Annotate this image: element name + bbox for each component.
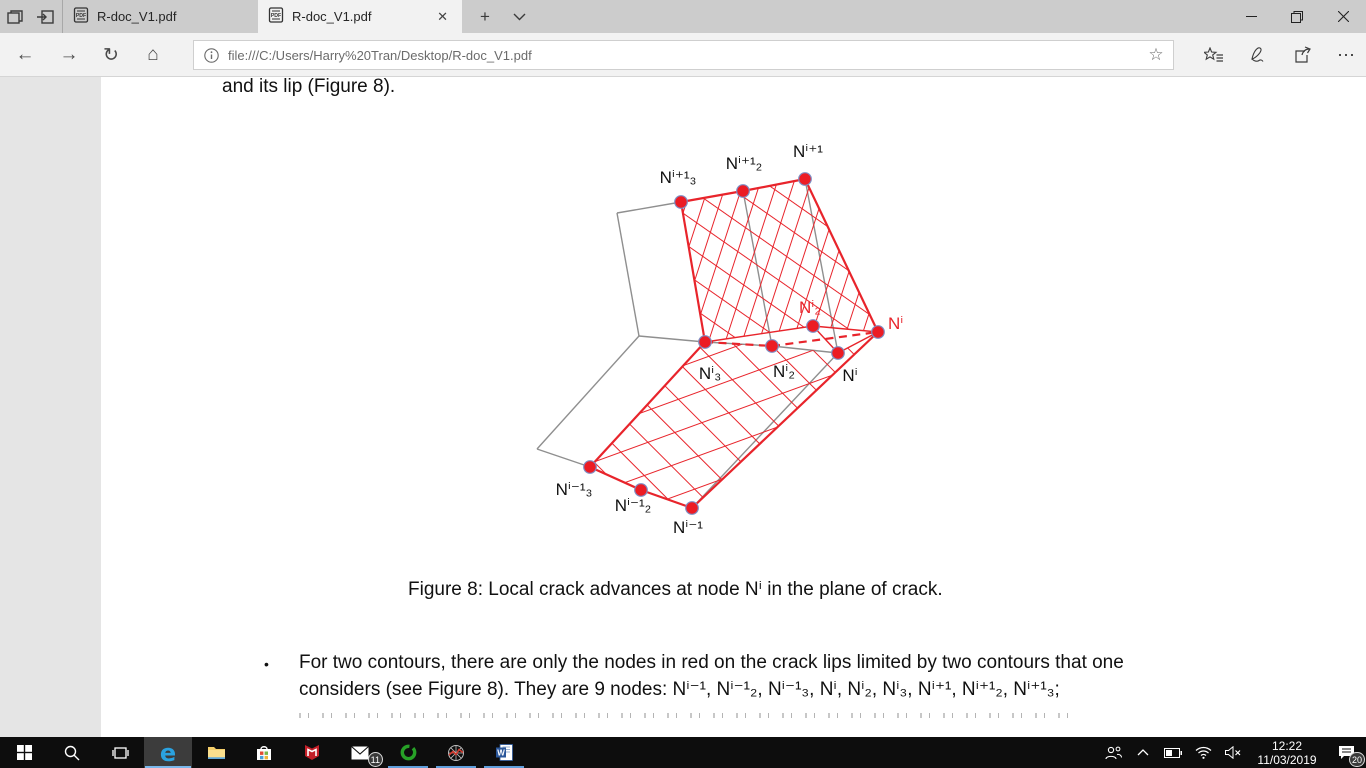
bullet-line-2: considers (see Figure 8). They are 9 nodes: Nⁱ⁻¹, Nⁱ⁻¹₂, Nⁱ⁻¹₃, Nⁱ, Nⁱ₂, Nⁱ₃, Nⁱ⁺¹, Nⁱ⁺¹₂, Nⁱ⁺¹₃; <box>299 679 1060 700</box>
pdf-viewer[interactable] <box>0 77 1366 737</box>
tab-strip <box>0 0 1366 33</box>
clock[interactable] <box>1248 737 1326 768</box>
pdf-page <box>101 77 1366 737</box>
battery-icon[interactable] <box>1158 737 1188 768</box>
crack-node <box>737 185 750 198</box>
crack-node <box>766 340 779 353</box>
system-tray <box>1098 737 1366 768</box>
crack-node <box>872 326 885 339</box>
address-bar[interactable] <box>193 40 1174 70</box>
crack-node <box>799 173 812 186</box>
taskbar-edge-icon[interactable]: e <box>144 737 192 768</box>
taskbar <box>0 737 1366 768</box>
gray-mesh-edge <box>639 336 705 342</box>
node-label: Nⁱ⁻¹₃ <box>555 480 593 499</box>
search-button[interactable] <box>48 737 96 768</box>
svg-text:PDF: PDF <box>75 12 87 19</box>
node-label: Nⁱ₂ <box>773 362 795 381</box>
clock-time: 12:22 <box>1271 738 1303 753</box>
tab-inactive[interactable] <box>63 0 250 33</box>
pdf-icon <box>268 7 284 26</box>
svg-text:PDF: PDF <box>270 12 282 19</box>
back-button[interactable]: ← <box>15 44 35 65</box>
bullet-line-1: For two contours, there are only the nodes in red on the crack lips limited by two contours that one <box>299 652 1124 673</box>
task-view-button[interactable] <box>96 737 144 768</box>
taskbar-mcafee-icon[interactable] <box>288 737 336 768</box>
crack-node <box>584 461 597 474</box>
crack-lip-hatch <box>681 179 878 342</box>
crack-node <box>807 320 820 333</box>
node-label: Nⁱ⁻¹₂ <box>614 496 652 515</box>
volume-muted-icon[interactable] <box>1218 737 1248 768</box>
gray-mesh-edge <box>617 213 639 336</box>
annotate-pen-icon[interactable] <box>1238 38 1278 72</box>
taskbar-file-explorer-icon[interactable] <box>192 737 240 768</box>
node-label: Nⁱ⁻¹ <box>673 518 703 537</box>
refresh-button[interactable]: ↻ <box>103 44 119 66</box>
gray-mesh-edge <box>537 449 590 467</box>
show-hidden-icons-chevron[interactable] <box>1128 737 1158 768</box>
wifi-icon[interactable] <box>1188 737 1218 768</box>
node-label: Nⁱ₃ <box>698 364 722 383</box>
window-controls <box>1228 0 1366 33</box>
close-button[interactable] <box>1320 0 1366 33</box>
info-icon[interactable] <box>194 48 228 63</box>
crack-node <box>699 336 712 349</box>
crack-node <box>675 196 688 209</box>
node-label: Nⁱ <box>842 366 858 385</box>
new-tab-button[interactable]: + <box>480 6 490 26</box>
action-center-badge: 20 <box>1349 752 1365 767</box>
bullet-glyph: • <box>264 656 269 672</box>
paragraph-text: and its lip (Figure 8). <box>222 77 396 97</box>
node-label: Nⁱ⁺¹ <box>793 142 823 161</box>
action-center-icon[interactable] <box>1326 737 1366 768</box>
taskbar-green-ring-app-icon[interactable] <box>384 737 432 768</box>
forward-button[interactable]: → <box>59 44 79 65</box>
restore-button[interactable] <box>1274 0 1320 33</box>
url-text[interactable]: file:///C:/Users/Harry%20Tran/Desktop/R-doc_V1.pdf <box>228 47 532 63</box>
bullet-paragraph <box>299 649 1164 703</box>
tab-preview-tools <box>0 0 60 33</box>
node-label: Nⁱ₂ <box>799 298 821 317</box>
svg-text:W: W <box>496 748 505 758</box>
node-label: Nⁱ⁺¹₂ <box>725 154 763 173</box>
node-label: Nⁱ⁺¹₃ <box>659 168 697 187</box>
tab-title: R-doc_V1.pdf <box>97 9 177 24</box>
tab-active[interactable] <box>258 0 462 33</box>
tab-close-icon[interactable]: ✕ <box>437 8 448 24</box>
clock-date: 11/03/2019 <box>1257 752 1317 767</box>
favorite-star-icon[interactable]: ☆ <box>1148 45 1164 64</box>
minimize-button[interactable] <box>1228 0 1274 33</box>
taskbar-word-icon[interactable] <box>480 737 528 768</box>
tab-preview-chevron-icon[interactable] <box>502 0 536 33</box>
set-tabs-aside-icon[interactable] <box>30 0 60 33</box>
navigation-bar <box>0 33 1366 77</box>
pdf-icon <box>73 7 89 26</box>
mail-badge: 11 <box>368 752 383 767</box>
start-button[interactable] <box>0 737 48 768</box>
home-button[interactable]: ⌂ <box>147 44 159 65</box>
tab-title: R-doc_V1.pdf <box>292 9 372 24</box>
crack-node <box>635 484 648 497</box>
clipped-text-line <box>299 713 1079 718</box>
node-label: Nⁱ <box>888 314 904 333</box>
gray-mesh-edge <box>617 202 681 213</box>
crack-node <box>686 502 699 515</box>
taskbar-mail-icon[interactable] <box>336 737 384 768</box>
figure-caption: Figure 8: Local crack advances at node Nⁱ in the plane of crack. <box>408 579 943 600</box>
people-icon[interactable] <box>1098 737 1128 768</box>
more-options-button[interactable]: ⋯ <box>1337 44 1355 65</box>
taskbar-web-graph-app-icon[interactable] <box>432 737 480 768</box>
share-icon[interactable] <box>1282 38 1322 72</box>
figure-8-diagram <box>500 129 920 559</box>
tab-preview-icon[interactable] <box>0 0 30 33</box>
crack-node <box>832 347 845 360</box>
taskbar-store-icon[interactable] <box>240 737 288 768</box>
hub-favorites-icon[interactable] <box>1194 38 1234 72</box>
